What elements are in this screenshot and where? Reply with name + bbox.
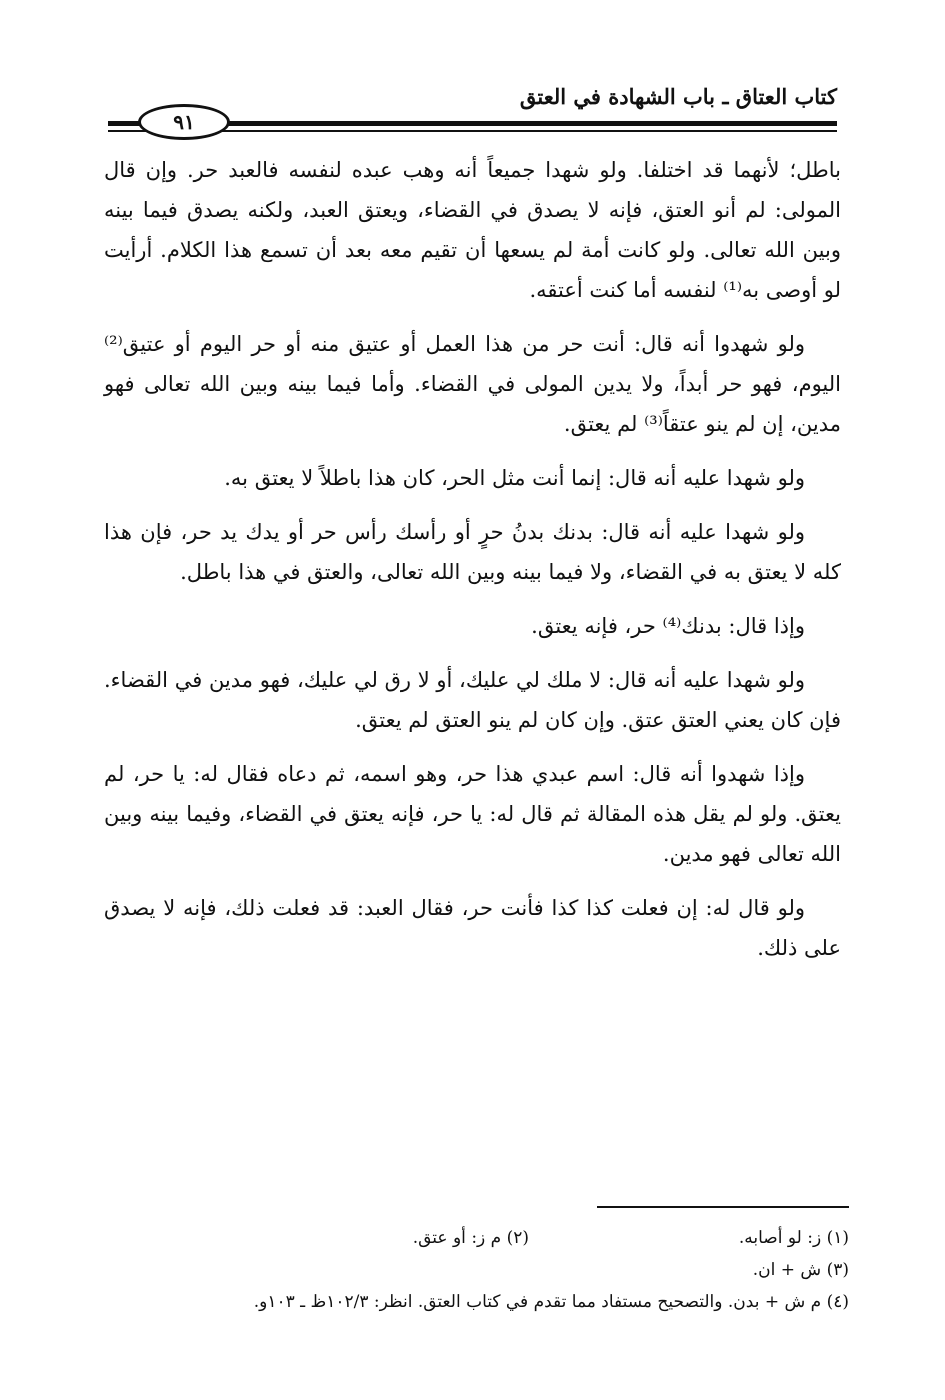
paragraph-5: وإذا قال: بدنك⁽⁴⁾ حر، فإنه يعتق. (531, 614, 805, 638)
footnote-2: (٢) م ز: أو عتق. (412, 1228, 529, 1248)
paragraph-6: ولو شهدا عليه أنه قال: لا ملك لي عليك، أو لا رق لي عليك، فهو مدين في القضاء. فإن كان يعني العتق عتق. وإن كان لم ينو العتق لم يعتق. (104, 668, 841, 732)
paragraph-7: وإذا شهدوا أنه قال: اسم عبدي هذا حر، وهو اسمه، ثم دعاه فقال له: يا حر، لم يعتق. ولو لم يقل هذه المقالة ثم قال له: يا حر، فإنه يعتق في القضاء، وفيما بينه وبين الله تعالى فهو مدين. (104, 762, 841, 866)
paragraph-8: ولو قال له: إن فعلت كذا كذا فأنت حر، فقال العبد: قد فعلت ذلك، فإنه لا يصدق على ذلك. (104, 896, 841, 960)
footnote-1: (١) ز: لو أصابه. (738, 1228, 849, 1248)
footnote-rule (597, 1206, 849, 1208)
footnote-row-1 (104, 1222, 849, 1254)
footnote-row-3 (104, 1286, 849, 1318)
page-number: ٩١ (138, 104, 230, 140)
footnote-4: (٤) م ش + بدن. والتصحيح مستفاد مما تقدم في كتاب العتق. انظر: ١٠٢/٣ظ ـ ١٠٣و. (253, 1292, 849, 1312)
main-text (104, 150, 841, 982)
running-title: كتاب العتاق ـ باب الشهادة في العتق (519, 84, 837, 109)
footnotes (104, 1222, 849, 1318)
footnote-3: (٣) ش + ان. (752, 1260, 849, 1280)
paragraph-3: ولو شهدا عليه أنه قال: إنما أنت مثل الحر، كان هذا باطلاً لا يعتق به. (224, 466, 805, 490)
paragraph-4: ولو شهدا عليه أنه قال: بدنك بدنُ حرٍ أو رأسك رأس حر أو يدك يد حر، فإن هذا كله لا يعتق به في القضاء، ولا فيما بينه وبين الله تعالى، والعتق في هذا باطل. (104, 520, 841, 584)
paragraph-2: ولو شهدوا أنه قال: أنت حر من هذا العمل أو عتيق منه أو حر اليوم أو عتيق⁽²⁾ اليوم، فهو حر أبداً، ولا يدين المولى في القضاء. وأما فيما بينه وبين الله تعالى فهو مدين، إن لم ينو عتقاً⁽³⁾ لم يعتق. (104, 332, 841, 436)
footnote-row-2 (104, 1254, 849, 1286)
paragraph-1: باطل؛ لأنهما قد اختلفا. ولو شهدا جميعاً أنه وهب عبده لنفسه فالعبد حر. وإن قال المولى: لم أنو العتق، فإنه لا يصدق في القضاء، ويعتق العبد، ولكنه يصدق فيما بينه وبين الله تعالى. ولو كانت أمة لم يسعها أن تقيم معه بعد أن تسمع هذا الكلام. أرأيت لو أوصى به⁽¹⁾ لنفسه أما كنت أعتقه. (104, 158, 841, 302)
